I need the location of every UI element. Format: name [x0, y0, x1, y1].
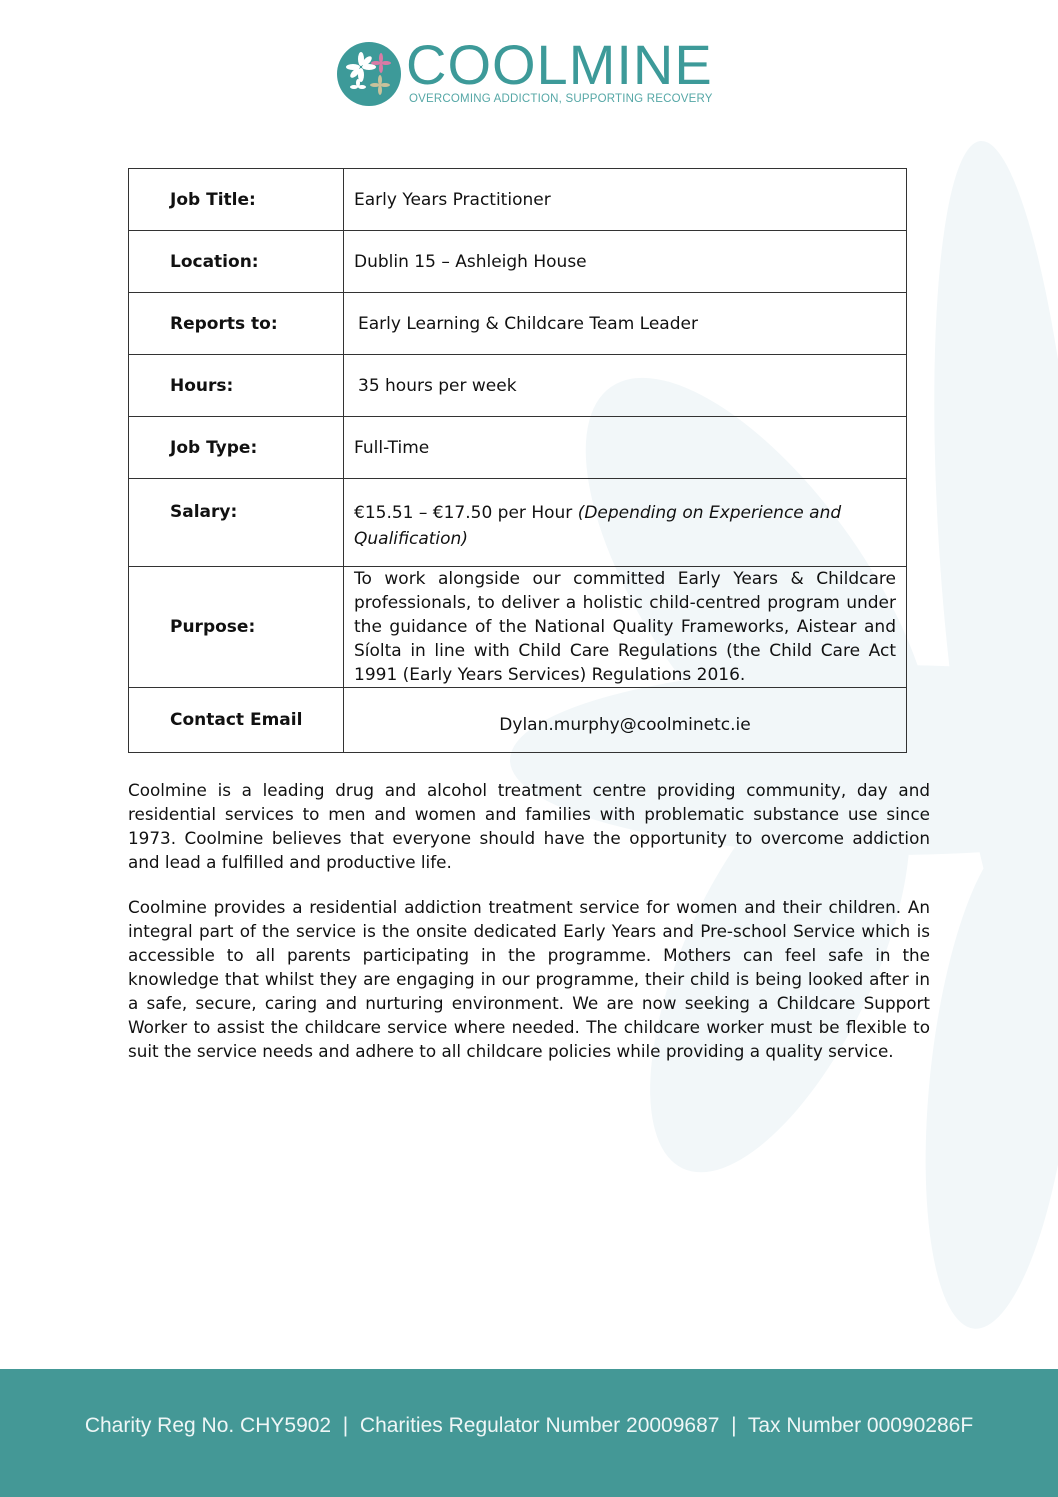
brand-name: COOLMINE	[406, 33, 713, 96]
table-row	[129, 417, 907, 479]
purpose-label: Purpose:	[129, 567, 344, 688]
intro-paragraph: Coolmine is a leading drug and alcohol treatment centre providing community, day and residential services to men and women and families with problematic substance use since 1973. Coolmine believes that everyone should have the opportunity to overcome addiction and lead a fulfilled and productive life.	[128, 780, 930, 872]
location-value: Dublin 15 – Ashleigh House	[344, 231, 907, 293]
table-row	[129, 567, 907, 688]
salary-note: (Depending on Experience and Qualification)	[354, 503, 842, 549]
hours-label: Hours:	[129, 355, 344, 417]
salary-label: Salary:	[129, 479, 344, 567]
table-row	[129, 688, 907, 753]
location-label: Location:	[129, 231, 344, 293]
footer-registration-text: Charity Reg No. CHY5902 | Charities Regulator Number 20009687 | Tax Number 00090286F	[84, 1414, 974, 1437]
job-type-label: Job Type:	[129, 417, 344, 479]
footer-bar	[0, 1369, 1058, 1497]
table-row	[129, 169, 907, 231]
salary-cell	[344, 479, 907, 567]
table-row	[129, 479, 907, 567]
job-title-label: Job Title:	[129, 169, 344, 231]
table-row	[129, 355, 907, 417]
coolmine-logo	[336, 33, 736, 110]
hours-value: 35 hours per week	[344, 355, 907, 417]
flower-logo-icon	[336, 41, 402, 107]
reports-to-value: Early Learning & Childcare Team Leader	[344, 293, 907, 355]
salary-value: €15.51 – €17.50 per Hour	[354, 503, 573, 523]
purpose-value: To work alongside our committed Early Years & Childcare professionals, to deliver a holistic child-centred program under the guidance of the National Quality Frameworks, Aistear and Síolta in line with Child Care Regulations (the Child Care Act 1991 (Early Years Services) Regulations 2016.	[344, 567, 907, 688]
job-title-value: Early Years Practitioner	[344, 169, 907, 231]
reports-to-label: Reports to:	[129, 293, 344, 355]
job-details-table	[128, 168, 907, 753]
job-type-value: Full-Time	[344, 417, 907, 479]
table-row	[129, 231, 907, 293]
table-row	[129, 293, 907, 355]
service-paragraph: Coolmine provides a residential addiction treatment service for women and their children. An integral part of the service is the onsite dedicated Early Years and Pre-school Service which is accessible to all parents participating in the programme. Mothers can feel safe in the knowledge that whilst they are engaging in our programme, their child is being looked after in a safe, secure, caring and nurturing environment. We are now seeking a Childcare Support Worker to assist the childcare service where needed. The childcare worker must be flexible to suit the service needs and adhere to all childcare policies while providing a quality service.	[128, 897, 930, 1061]
contact-email-link[interactable]: Dylan.murphy@coolminetc.ie	[344, 688, 907, 753]
contact-email-label: Contact Email	[129, 688, 344, 753]
brand-tagline: OVERCOMING ADDICTION, SUPPORTING RECOVERY	[409, 93, 713, 105]
